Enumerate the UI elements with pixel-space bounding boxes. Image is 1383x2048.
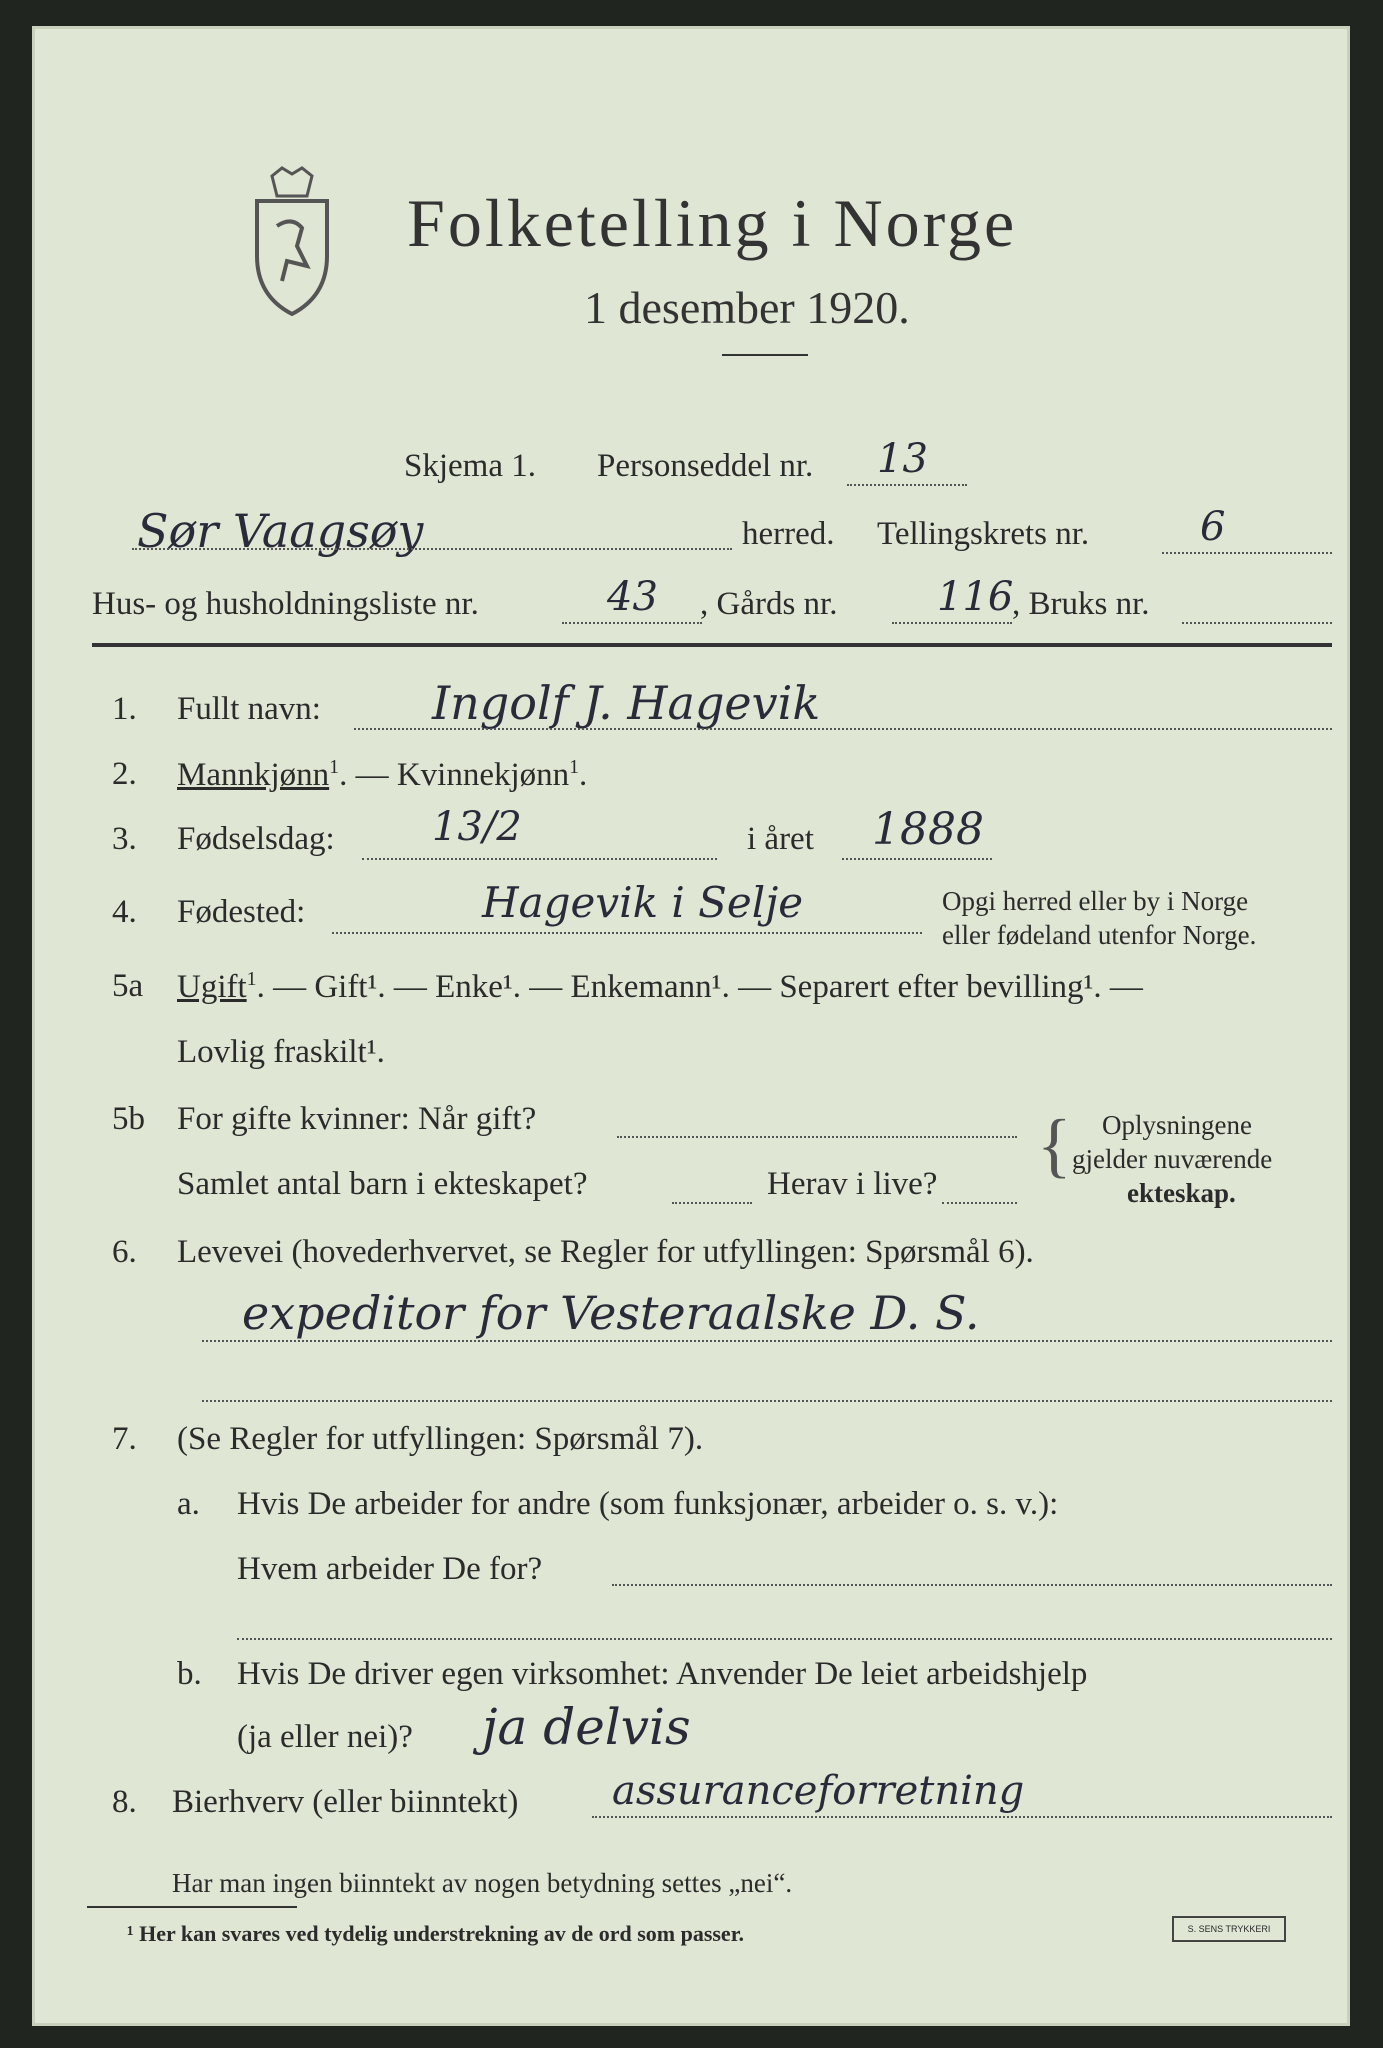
q7b-label: Hvis De driver egen virksomhet: Anvender De leiet arbeidshjelp (237, 1656, 1088, 1692)
form-title: Folketelling i Norge (407, 185, 1018, 261)
birthplace-note-2: eller fødeland utenfor Norge. (942, 920, 1257, 950)
q2-separator: . — (339, 757, 397, 793)
q5b-label-married: For gifte kvinner: Når gift? (177, 1101, 537, 1137)
q5b-note-1: Oplysningene (1102, 1110, 1252, 1140)
side-income-value: assuranceforretning (612, 1768, 1025, 1814)
q4-number: 4. (112, 894, 137, 930)
q3-number: 3. (112, 821, 137, 857)
q7-number: 7. (112, 1421, 137, 1457)
q1-label: Fullt navn: (177, 691, 321, 727)
option-male: Mannkjønn (177, 757, 330, 793)
gards-line (892, 622, 1012, 624)
title-divider (722, 354, 808, 356)
bruks-label: , Bruks nr. (1012, 586, 1150, 622)
option-ugift: Ugift (177, 969, 247, 1005)
marital-status-rest: . — Gift¹. — Enke¹. — Enkemann¹. — Separert efter bevilling¹. — (256, 969, 1143, 1005)
birth-year-value: 1888 (872, 804, 984, 855)
tellingskrets-value: 6 (1200, 504, 1226, 550)
occupation-line-1 (202, 1340, 1332, 1342)
q8-label: Bierhverv (eller biinntekt) (172, 1784, 519, 1820)
q5b-label-alive: Herav i live? (767, 1166, 938, 1202)
q7a-letter: a. (177, 1486, 200, 1522)
herred-value: Sør Vaagsøy (137, 504, 424, 558)
birthplace-note-1: Opgi herred eller by i Norge (942, 886, 1249, 916)
herred-label: herred. (742, 516, 835, 552)
full-name-value: Ingolf J. Hagevik (432, 676, 821, 730)
occupation-value: expeditor for Vesteraalske D. S. (242, 1286, 980, 1340)
employer-line-1 (612, 1584, 1332, 1586)
personseddel-label: Personseddel nr. (597, 448, 814, 484)
q1-number: 1. (112, 691, 137, 727)
footnote: ¹ Her kan svares ved tydelig understrekning av de ord som passer. (127, 1921, 744, 1946)
husliste-line (562, 622, 702, 624)
q5a-number: 5a (112, 968, 144, 1004)
option-female: Kvinnekjønn (396, 757, 570, 793)
q5b-note-2: gjelder nuværende (1072, 1144, 1273, 1174)
tellingskrets-label: Tellingskrets nr. (877, 516, 1090, 552)
birthplace-line (332, 932, 922, 934)
header-rule (92, 643, 1332, 647)
printer-stamp: S. SENS TRYKKERI (1172, 1916, 1286, 1942)
schema-label: Skjema 1. (404, 448, 536, 484)
birth-date-line (362, 858, 717, 860)
herred-line (132, 548, 732, 550)
gards-value: 116 (937, 574, 1014, 620)
q5b-label-children: Samlet antal barn i ekteskapet? (177, 1166, 588, 1202)
q6-label: Levevei (hovederhvervet, se Regler for utfyllingen: Spørsmål 6). (177, 1234, 1034, 1270)
birth-year-line (842, 858, 992, 860)
personseddel-value: 13 (877, 436, 928, 482)
q5b-number: 5b (112, 1101, 145, 1137)
occupation-line-2 (202, 1400, 1332, 1402)
q4-label: Fødested: (177, 894, 306, 930)
q2-options: Mannkjønn$^1$. — Kvinnekjønn$^1$. (177, 756, 588, 793)
husliste-value: 43 (607, 574, 658, 620)
marital-status-line2: Lovlig fraskilt¹. (177, 1034, 385, 1070)
q5b-brace: { (1037, 1105, 1072, 1185)
tellingskrets-line (1162, 552, 1332, 554)
birth-year-label: i året (747, 821, 814, 857)
birth-date-value: 13/2 (432, 804, 522, 850)
coat-of-arms-icon (247, 166, 337, 316)
gards-label: , Gårds nr. (700, 586, 838, 622)
q7a-label: Hvis De arbeider for andre (som funksjonær, arbeider o. s. v.): (237, 1486, 1059, 1522)
q8-number: 8. (112, 1784, 137, 1820)
birthplace-value: Hagevik i Selje (482, 878, 804, 927)
q2-number: 2. (112, 756, 137, 792)
q7b-label2: (ja eller nei)? (237, 1719, 413, 1755)
form-date: 1 desember 1920. (584, 282, 910, 333)
bruks-line (1182, 622, 1332, 624)
hired-help-value: ja delvis (482, 1698, 691, 1756)
census-form (32, 26, 1350, 2026)
q5b-note-3: ekteskap. (1127, 1178, 1236, 1208)
footnote-rule (87, 1906, 297, 1908)
employer-line-2 (237, 1638, 1332, 1640)
married-date-line (617, 1136, 1017, 1138)
alive-line (942, 1202, 1017, 1204)
children-line (672, 1202, 752, 1204)
q7b-letter: b. (177, 1656, 202, 1692)
full-name-line (354, 728, 1332, 730)
side-income-line (592, 1816, 1332, 1818)
q6-number: 6. (112, 1234, 137, 1270)
q3-label: Fødselsdag: (177, 821, 335, 857)
husliste-label: Hus- og husholdningsliste nr. (92, 586, 479, 622)
footer-note: Har man ingen biinntekt av nogen betydning settes „nei“. (172, 1868, 793, 1898)
q7a-label2: Hvem arbeider De for? (237, 1551, 543, 1587)
q7-label: (Se Regler for utfyllingen: Spørsmål 7). (177, 1421, 704, 1457)
marital-status-options: Ugift$^1$. — Gift¹. — Enke¹. — Enkemann¹. — Separert efter bevilling¹. — (177, 968, 1143, 1005)
personseddel-line (847, 484, 967, 486)
